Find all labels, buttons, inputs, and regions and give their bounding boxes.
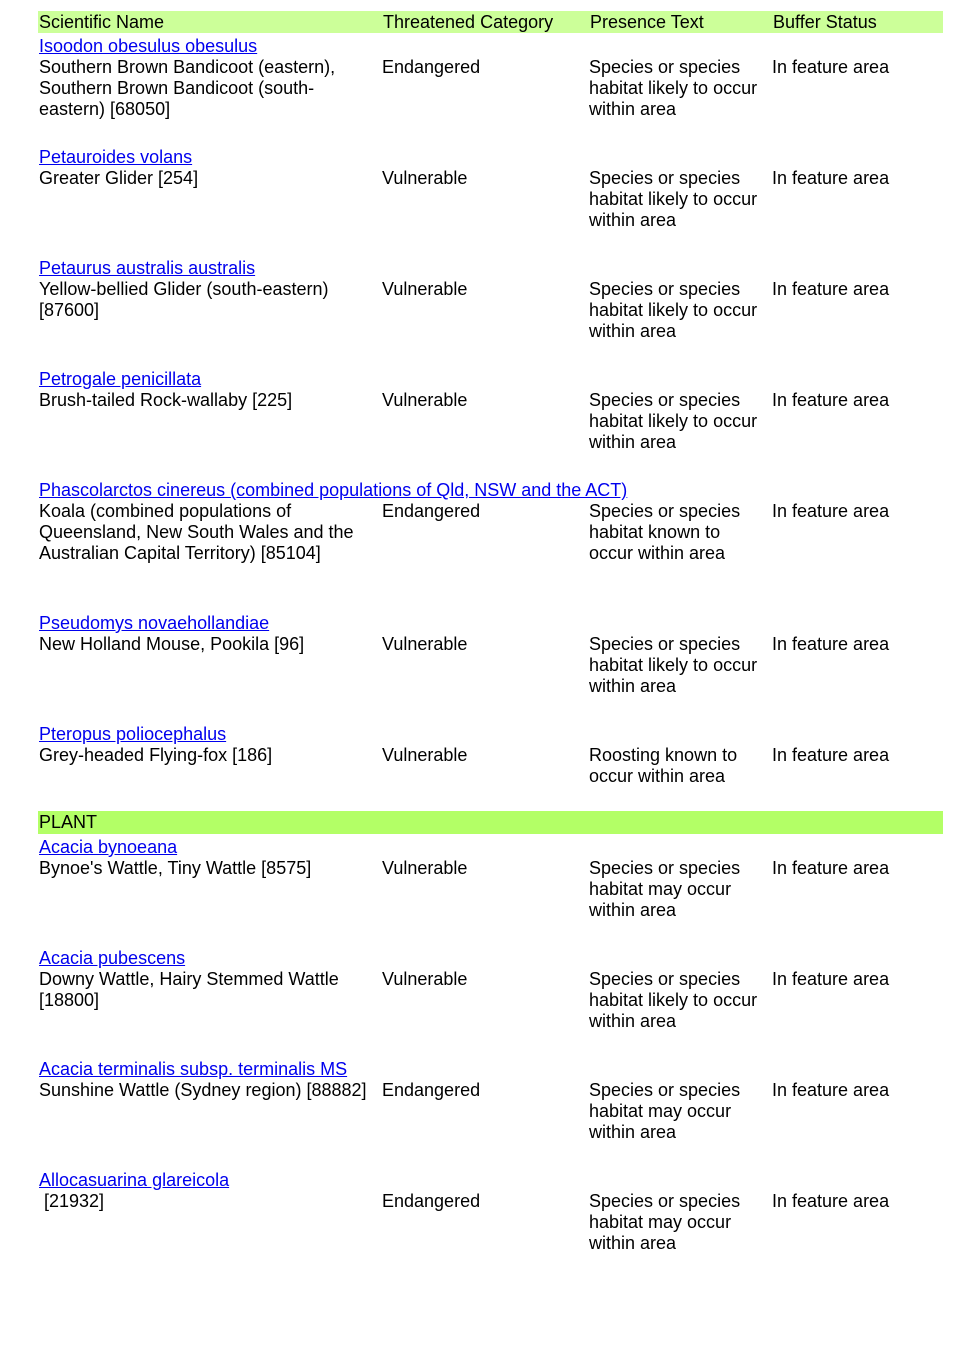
- table-row: [38, 390, 943, 453]
- scientific-name-link[interactable]: Acacia pubescens: [39, 948, 186, 968]
- table-row: [38, 745, 943, 787]
- presence-text: Species or species habitat likely to occur within area: [589, 57, 758, 119]
- buffer-status: In feature area: [772, 1191, 890, 1211]
- threatened-category: Vulnerable: [382, 279, 468, 299]
- threatened-category: Vulnerable: [382, 858, 468, 878]
- table-row: [38, 634, 943, 697]
- species-entry: [38, 35, 943, 144]
- threatened-category: Vulnerable: [382, 390, 468, 410]
- threatened-category: Endangered: [382, 1191, 481, 1211]
- common-name: Sunshine Wattle (Sydney region) [88882]: [39, 1080, 367, 1100]
- threatened-category: Vulnerable: [382, 969, 468, 989]
- species-entry: [38, 836, 943, 945]
- common-name: Southern Brown Bandicoot (eastern), Southern Brown Bandicoot (south-eastern) [68050]: [39, 57, 336, 119]
- scientific-name-link[interactable]: Allocasuarina glareicola: [39, 1170, 230, 1190]
- table-header: [38, 11, 943, 33]
- species-entry: [38, 479, 943, 610]
- buffer-status: In feature area: [772, 390, 890, 410]
- header-threatened-category: Threatened Category: [383, 12, 554, 32]
- species-entry: [38, 368, 943, 477]
- presence-text: Species or species habitat may occur within area: [589, 1080, 741, 1142]
- species-entry: [38, 146, 943, 255]
- species-entry: [38, 1058, 943, 1167]
- buffer-status: In feature area: [772, 168, 890, 188]
- table-row: [38, 1191, 943, 1254]
- scientific-name-link[interactable]: Petrogale penicillata: [39, 369, 202, 389]
- table-row: [38, 168, 943, 231]
- buffer-status: In feature area: [772, 858, 890, 878]
- buffer-status: In feature area: [772, 1080, 890, 1100]
- presence-text: Species or species habitat may occur within area: [589, 1191, 741, 1253]
- table-row: [38, 57, 943, 120]
- common-name: Downy Wattle, Hairy Stemmed Wattle [18800]: [39, 969, 339, 1010]
- presence-text: Roosting known to occur within area: [589, 745, 738, 786]
- species-entry: [38, 947, 943, 1056]
- presence-text: Species or species habitat likely to occur within area: [589, 168, 758, 230]
- species-entry: [38, 257, 943, 366]
- common-name: Koala (combined populations of Queensland, New South Wales and the Australian Capital Territory) [85104]: [39, 501, 354, 563]
- buffer-status: In feature area: [772, 745, 890, 765]
- table-row: [38, 279, 943, 342]
- presence-text: Species or species habitat may occur within area: [589, 858, 741, 920]
- scientific-name-link[interactable]: Petauroides volans: [39, 147, 193, 167]
- buffer-status: In feature area: [772, 969, 890, 989]
- species-entry: [38, 723, 943, 811]
- common-name: [21932]: [39, 1191, 105, 1211]
- scientific-name-link[interactable]: Pseudomys novaehollandiae: [39, 613, 270, 633]
- section-header-plant: PLANT: [38, 811, 943, 834]
- table-row: [38, 969, 943, 1032]
- header-presence-text: Presence Text: [590, 12, 704, 32]
- buffer-status: In feature area: [772, 279, 890, 299]
- scientific-name-link[interactable]: Phascolarctos cinereus (combined populations of Qld, NSW and the ACT): [39, 480, 628, 500]
- common-name: Brush-tailed Rock-wallaby [225]: [39, 390, 293, 410]
- common-name: Yellow-bellied Glider (south-eastern) [87600]: [39, 279, 329, 320]
- threatened-category: Vulnerable: [382, 745, 468, 765]
- header-scientific-name: Scientific Name: [39, 12, 165, 32]
- buffer-status: In feature area: [772, 634, 890, 654]
- species-table: [38, 11, 943, 1278]
- table-row: [38, 1080, 943, 1143]
- common-name: Bynoe's Wattle, Tiny Wattle [8575]: [39, 858, 312, 878]
- species-entry: [38, 612, 943, 721]
- header-buffer-status: Buffer Status: [773, 12, 877, 32]
- presence-text: Species or species habitat likely to occur within area: [589, 969, 758, 1031]
- presence-text: Species or species habitat likely to occur within area: [589, 634, 758, 696]
- scientific-name-link[interactable]: Acacia bynoeana: [39, 837, 178, 857]
- threatened-category: Endangered: [382, 57, 481, 77]
- buffer-status: In feature area: [772, 57, 890, 77]
- buffer-status: In feature area: [772, 501, 890, 521]
- presence-text: Species or species habitat likely to occur within area: [589, 390, 758, 452]
- presence-text: Species or species habitat known to occur within area: [589, 501, 741, 563]
- threatened-category: Endangered: [382, 501, 481, 521]
- species-entry: [38, 1169, 943, 1278]
- presence-text: Species or species habitat likely to occur within area: [589, 279, 758, 341]
- scientific-name-link[interactable]: Acacia terminalis subsp. terminalis MS: [39, 1059, 348, 1079]
- scientific-name-link[interactable]: Isoodon obesulus obesulus: [39, 36, 258, 56]
- common-name: Greater Glider [254]: [39, 168, 199, 188]
- threatened-category: Vulnerable: [382, 634, 468, 654]
- scientific-name-link[interactable]: Pteropus poliocephalus: [39, 724, 227, 744]
- threatened-category: Vulnerable: [382, 168, 468, 188]
- common-name: Grey-headed Flying-fox [186]: [39, 745, 273, 765]
- table-row: [38, 858, 943, 921]
- threatened-category: Endangered: [382, 1080, 481, 1100]
- scientific-name-link[interactable]: Petaurus australis australis: [39, 258, 256, 278]
- table-row: [38, 501, 943, 564]
- common-name: New Holland Mouse, Pookila [96]: [39, 634, 305, 654]
